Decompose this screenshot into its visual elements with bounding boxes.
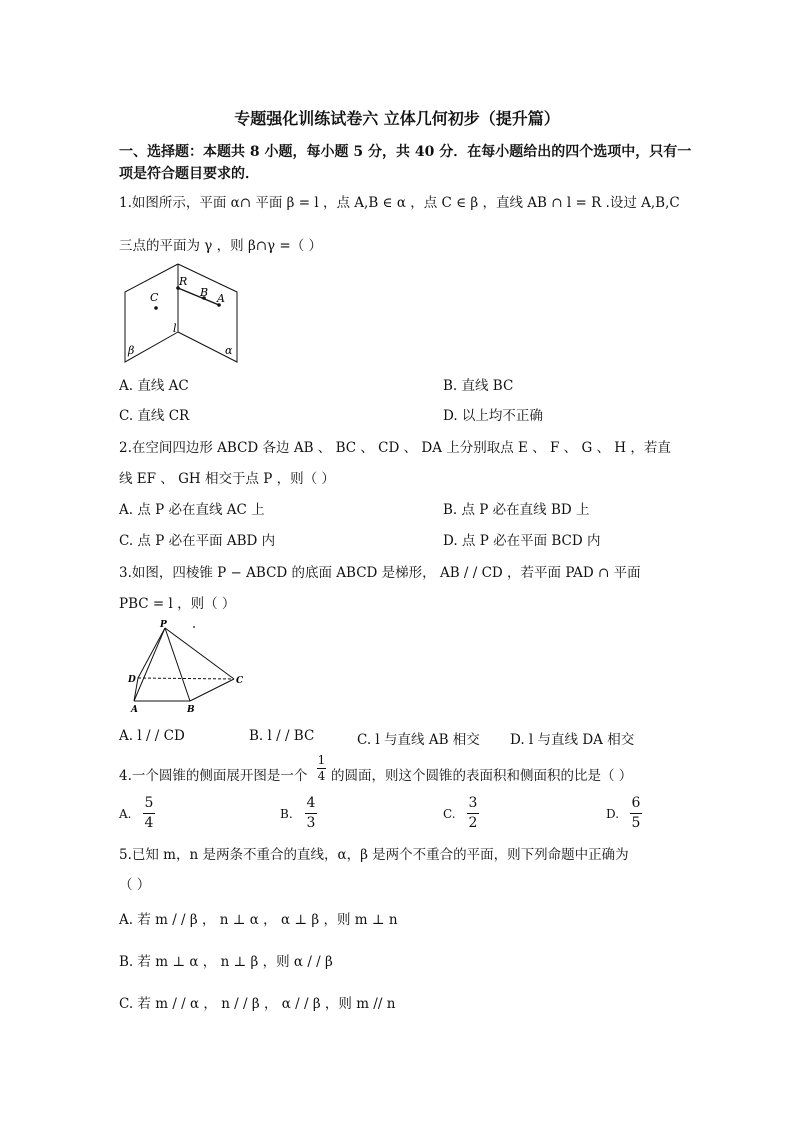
q4-option-b-den: 3 — [306, 815, 316, 831]
q4-option-d-den: 5 — [631, 815, 641, 831]
q2-option-c: C. 点 P 必在平面 ABD 内 — [119, 533, 276, 549]
q5-stem-line1: 5.已知 m，n 是两条不重合的直线，α，β 是两个不重合的平面，则下列命题中正确为 — [119, 847, 629, 863]
q3-label-A: A — [131, 705, 138, 715]
q1-label-R: R — [179, 275, 188, 288]
q2-option-d: D. 点 P 必在平面 BCD 内 — [443, 533, 601, 549]
q1-label-beta: β — [128, 344, 135, 357]
q4-frac-num: 1 — [317, 753, 326, 767]
q2-stem-line2: 线 EF 、 GH 相交于点 P ，则（ ） — [119, 471, 335, 487]
q1-label-C: C — [150, 291, 159, 304]
q4-option-a-den: 4 — [144, 815, 154, 831]
q4-option-c-num: 3 — [468, 795, 478, 811]
q4-stem-part2: 的圆面，则这个圆锥的表面积和侧面积的比是（ ） — [331, 768, 633, 784]
q4-option-b-fraction — [305, 795, 317, 832]
q4-frac-den: 4 — [317, 769, 326, 783]
q4-option-b-num: 4 — [306, 795, 316, 811]
q2-option-b: B. 点 P 必在直线 BD 上 — [443, 502, 590, 518]
q1-option-b: B. 直线 BC — [443, 378, 514, 394]
q3-label-C: C — [236, 676, 244, 686]
q4-option-d-label: D. — [606, 807, 620, 821]
q1-stem-line1: 1.如图所示，平面 α∩ 平面 β = l ，点 A,B ∈ α ，点 C ∈ β ，直线 AB ∩ l = R .设过 A,B,C — [119, 195, 680, 211]
q3-option-d: D. l 与直线 DA 相交 — [510, 732, 635, 748]
q4-option-c-label: C. — [443, 807, 456, 821]
q4-option-d-num: 6 — [631, 795, 641, 811]
q3-option-c: C. l 与直线 AB 相交 — [357, 732, 480, 748]
q4-option-a-fraction — [143, 795, 155, 832]
q1-stem-line2: 三点的平面为 γ ，则 β∩γ =（ ） — [119, 238, 323, 254]
q1-option-c: C. 直线 CR — [119, 408, 190, 424]
q2-option-a: A. 点 P 必在直线 AC 上 — [119, 502, 265, 518]
q5-stem-line2: （ ） — [119, 877, 151, 893]
section-heading-line2: 项是符合题目要求的． — [119, 166, 259, 182]
q3-label-P: P — [160, 620, 167, 630]
q2-stem-line1: 2.在空间四边形 ABCD 各边 AB 、 BC 、 CD 、 DA 上分别取点 E 、 F 、 G 、 H ，若直 — [119, 440, 671, 456]
q4-stem-part1: 4.一个圆锥的侧面展开图是一个 — [119, 768, 308, 784]
q1-figure — [119, 262, 244, 364]
q4-option-a-label: A. — [119, 807, 132, 821]
q3-figure — [126, 618, 250, 718]
q5-option-a: A. 若 m / / β ， n ⊥ α ， α ⊥ β ，则 m ⊥ n — [119, 912, 398, 928]
q4-option-d-fraction — [630, 795, 642, 832]
q3-option-b: B. l / / BC — [249, 728, 315, 744]
q4-option-c-fraction — [467, 795, 479, 832]
q1-label-B: B — [200, 286, 209, 299]
q4-stem-fraction — [317, 754, 326, 783]
q5-option-c: C. 若 m / / α ， n / / β ， α / / β ，则 m // n — [119, 996, 396, 1012]
q4-option-b-label: B. — [280, 807, 293, 821]
q4-option-a-num: 5 — [144, 795, 154, 811]
q1-option-d: D. 以上均不正确 — [443, 408, 543, 424]
q5-option-b: B. 若 m ⊥ α ， n ⊥ β ，则 α / / β — [119, 954, 333, 970]
q3-label-D: D — [128, 675, 136, 685]
q1-label-l: l — [173, 322, 177, 335]
q4-option-c-den: 2 — [468, 815, 478, 831]
q1-label-A: A — [217, 292, 225, 305]
q3-stem-line1: 3.如图，四棱锥 P − ABCD 的底面 ABCD 是梯形， AB / / CD ，若平面 PAD ∩ 平面 — [119, 565, 641, 581]
q3-label-B: B — [187, 705, 195, 715]
page-title: 专题强化训练试卷六 立体几何初步（提升篇） — [234, 109, 560, 128]
q1-option-a: A. 直线 AC — [119, 378, 189, 394]
section-heading-line1: 一、选择题：本题共 8 小题，每小题 5 分，共 40 分．在每小题给出的四个选项中，只有一 — [119, 144, 692, 160]
q1-label-alpha: α — [225, 344, 233, 357]
q3-option-a: A. l / / CD — [119, 728, 185, 744]
q3-stem-line2: PBC = l ，则（ ） — [119, 596, 236, 612]
